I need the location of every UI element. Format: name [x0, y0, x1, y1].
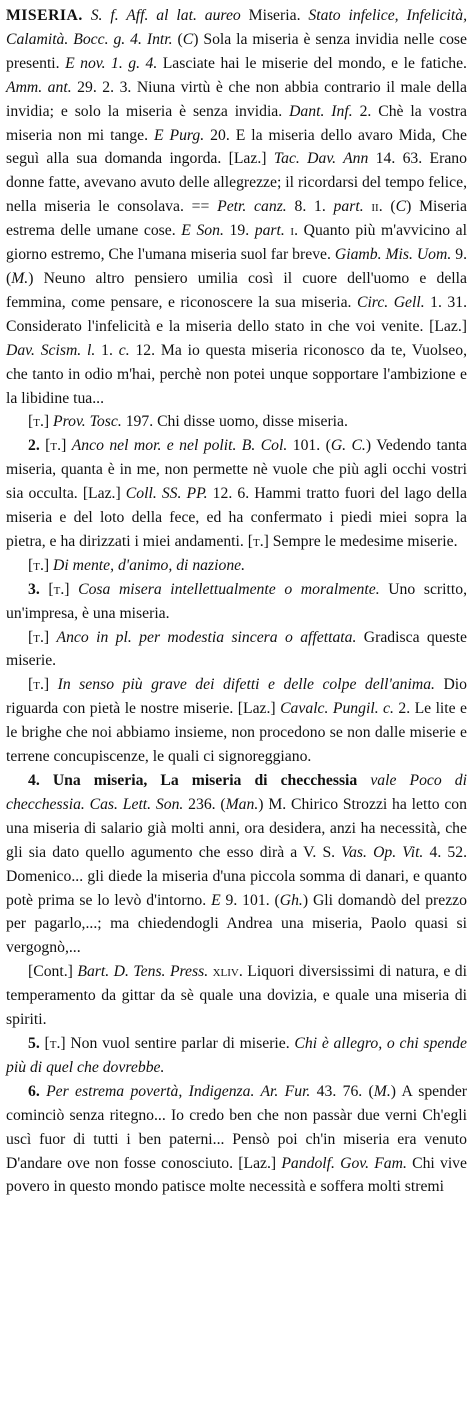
- text-run: ) Neuno altro pensiero umilia così il cuore dell'uomo e della femmina, come pensare, e riconoscere la sua miseria.: [6, 269, 467, 311]
- text-run: Pandolf. Gov. Fam.: [281, 1154, 407, 1172]
- text-run: E Purg.: [153, 126, 205, 144]
- text-run: 236. (: [183, 795, 226, 813]
- text-run: Di mente, d'animo, di nazione.: [53, 556, 246, 574]
- text-run: In senso più grave dei difetti e delle colpe dell'anima.: [57, 676, 435, 694]
- text-run: E Son.: [181, 222, 224, 240]
- text-run: c.: [118, 341, 130, 359]
- text-run: ]: [43, 413, 54, 431]
- text-run: Gh.: [279, 891, 303, 909]
- text-run: [: [39, 580, 54, 598]
- text-run: Prov. Tosc.: [53, 413, 122, 431]
- text-run: 9. 101. (: [220, 891, 280, 909]
- text-run: ]: [61, 437, 72, 455]
- text-run: 2. Le lite e le brighe che noi abbiamo insieme, non procedono se non dalle miserie e terrene concupiscenze, le quali ci signoreggiano.: [6, 700, 468, 766]
- text-run: 20. E la miseria dello avaro Mida, Che seguì alla sua domanda ingorda. [Laz.]: [6, 126, 467, 168]
- text-run: xliv: [212, 963, 239, 981]
- entry-paragraph-p7: [6, 673, 467, 769]
- text-run: ) Sola la miseria è senza invidia nelle cose presenti.: [6, 30, 467, 72]
- text-run: Vas. Op. Vit.: [341, 843, 424, 861]
- text-run: Cosa misera intellettualmente o moralmente.: [78, 580, 380, 598]
- text-run: t.: [33, 676, 44, 694]
- text-run: M.: [373, 1082, 391, 1100]
- text-run: ii: [371, 198, 379, 216]
- text-run: 12. 6. Hammi tratto fuori del lago della miseria e del loto della fece, ed ha confermato i piedi miei sopra la pietra, e ha dirizzati i miei andamenti. [: [6, 485, 467, 550]
- text-run: ) Vedendo tanta miseria, quanta è in me, non permette nè vuole che più agli occhi vostri sia occulta. [Laz.]: [6, 437, 467, 503]
- text-run: Petr. canz.: [217, 198, 287, 216]
- text-run: Giamb. Mis. Uom.: [334, 246, 452, 264]
- text-run: Dant. Inf.: [289, 102, 353, 120]
- text-run: 4. Una miseria, La miseria di checchessia: [28, 772, 358, 789]
- text-run: Man.: [225, 795, 259, 813]
- text-run: [: [39, 437, 51, 455]
- text-run: t.: [33, 413, 44, 431]
- text-run: G. C.: [330, 437, 366, 455]
- text-run: 19.: [223, 222, 255, 240]
- text-run: Gradisca queste miserie.: [6, 628, 467, 670]
- text-run: 101. (: [287, 437, 331, 455]
- text-run: ) A spender cominciò senza ritegno... Io credo ben che non passàr due verni Ch'egli uscì fuor di tutti i ben paterni... Pensò poi ch'in miseria era venuto D'andare ove non fosse conosciuto. [Laz.]: [6, 1082, 468, 1172]
- text-run: [: [28, 556, 34, 574]
- text-run: Cavalc. Pungil. c.: [280, 700, 394, 718]
- text-run: C: [182, 30, 194, 48]
- text-run: Amm. ant.: [6, 78, 72, 96]
- entry-paragraph-p3: [6, 434, 467, 554]
- text-run: S. f. Aff. al lat. aureo: [90, 7, 241, 24]
- text-run: part.: [254, 222, 285, 240]
- text-run: t.: [252, 532, 264, 550]
- text-run: Uno scritto, un'impresa, è una miseria.: [6, 580, 467, 622]
- text-run: C: [395, 198, 407, 216]
- text-run: ]: [64, 580, 79, 598]
- text-run: Tac. Dav. Ann: [273, 150, 369, 168]
- text-run: ] Sempre le medesime miserie.: [263, 532, 458, 550]
- text-run: Bart. D. Tens. Press.: [77, 963, 209, 981]
- text-run: ]: [43, 676, 58, 694]
- text-run: ) Gli domandò del prezzo per pagarlo,...; ma chiedendogli Andrea una miseria, Paolo quasi si vergognò,...: [6, 891, 467, 957]
- text-run: ]: [43, 628, 57, 646]
- text-run: t.: [33, 628, 44, 646]
- text-run: 2. Chè la vostra miseria non mi tange.: [6, 102, 467, 144]
- text-run: E nov. 1. g. 4.: [65, 54, 158, 72]
- entry-paragraph-p6: [6, 626, 467, 674]
- text-run: 14. 63. Erano donne fatte, avevano avuto delle allegrezze; il ricordarsi del tempo felice, nella miseria le consolava. ==: [6, 150, 467, 216]
- text-run: Miseria.: [240, 7, 309, 24]
- text-run: 9. (: [6, 246, 467, 287]
- text-run: 4. 52. Domenico... gli diede la miseria d'una piccola somma di danari, e quanto potè prima se lo levò d'intorno.: [6, 843, 467, 909]
- text-run: [: [28, 628, 34, 646]
- text-run: 43. 76. (: [310, 1082, 374, 1100]
- text-run: t.: [33, 556, 44, 574]
- text-run: 1. 31. Considerato l'infelicità e la miseria dello stato in che voi venite. [Laz.]: [6, 293, 467, 335]
- text-run: 12. Ma io questa miseria riconosco da te, Vuolseo, che tanto in odio m'hai, perchè non potei unque sopportare l'ambizione e la libidine tua...: [6, 341, 468, 407]
- text-run: Chi vive povero in questo mondo patisce molte necessità e soffera molti stremi: [6, 1154, 467, 1196]
- text-run: 29. 2. 3. Niuna virtù è che non abbia contrario il male della invidia; e solo la miseria è senza invidia.: [6, 78, 467, 120]
- entry-paragraph-p5: [6, 578, 467, 626]
- text-run: 5.: [28, 1034, 40, 1052]
- text-run: 3.: [28, 580, 40, 598]
- text-run: vale Poco di checchessia. Cas. Lett. Son.: [6, 772, 467, 813]
- text-run: t.: [50, 437, 62, 455]
- text-run: 8. 1.: [286, 198, 334, 216]
- entry-paragraph-p9: [6, 960, 467, 1032]
- text-run: Lasciate hai le miserie del mondo, e le fatiche.: [157, 54, 467, 72]
- text-run: . Liquori diversissimi di natura, e di temperamento da gittar da sè quale una dovizia, e quale una miseria di spiriti.: [6, 963, 467, 1029]
- entry-paragraph-p10: [6, 1032, 467, 1080]
- text-run: [: [28, 676, 34, 694]
- text-run: part.: [333, 198, 364, 216]
- text-run: [Cont.]: [28, 963, 78, 981]
- entry-paragraph-p1: [6, 4, 467, 410]
- text-run: [: [28, 413, 34, 431]
- text-run: (: [172, 30, 183, 48]
- entry-headword: MISERIA.: [6, 7, 83, 24]
- text-run: i: [290, 222, 295, 240]
- text-run: [: [39, 1034, 50, 1052]
- text-run: t.: [49, 1034, 61, 1052]
- text-run: 1.: [95, 341, 119, 359]
- text-run: Circ. Gell.: [356, 293, 425, 311]
- text-run: Per estrema povertà, Indigenza. Ar. Fur.: [46, 1082, 311, 1100]
- text-run: Stato infelice, Infelicità, Calamità. Bocc. g. 4. Intr.: [6, 7, 468, 48]
- entry-paragraph-p4: [6, 554, 467, 578]
- text-run: Dav. Scism. l.: [6, 341, 96, 359]
- text-run: . (: [378, 198, 396, 216]
- text-run: 197. Chi disse uomo, disse miseria.: [121, 413, 348, 431]
- text-run: [357, 772, 370, 789]
- text-run: Coll. SS. PP.: [125, 485, 208, 503]
- text-run: ]: [43, 556, 54, 574]
- entry-paragraph-p2: [6, 410, 467, 434]
- entry-paragraph-p11: [6, 1080, 467, 1200]
- text-run: . Quanto più m'avvicino al giorno estremo, Che l'umana miseria suol far breve.: [6, 222, 468, 264]
- text-run: ) Miseria estrema delle umane cose.: [6, 198, 467, 240]
- text-run: ] Non vuol sentire parlar di miserie.: [60, 1034, 295, 1052]
- text-run: M.: [11, 269, 29, 287]
- text-run: 6.: [28, 1082, 40, 1100]
- text-run: ) M. Chirico Strozzi ha letto con una miseria di salario già molti anni, ora desidera, anzi ha necessità, che gli sia dato quello agumento che esso dirà a V. S.: [6, 795, 467, 861]
- text-run: [83, 7, 91, 24]
- entry-paragraph-p8: [6, 769, 467, 960]
- text-run: Anco nel mor. e nel polit. B. Col.: [71, 437, 288, 455]
- text-run: Chi è allegro, o chi spende più di quel che dovrebbe.: [6, 1034, 467, 1076]
- text-run: Anco in pl. per modestia sincera o affettata.: [56, 628, 357, 646]
- dictionary-entry-miseria: [6, 4, 467, 1199]
- text-run: t.: [53, 580, 65, 598]
- text-run: 2.: [28, 437, 40, 455]
- text-run: E: [211, 891, 221, 909]
- text-run: Dio riguarda con pietà le nostre miserie. [Laz.]: [6, 676, 467, 718]
